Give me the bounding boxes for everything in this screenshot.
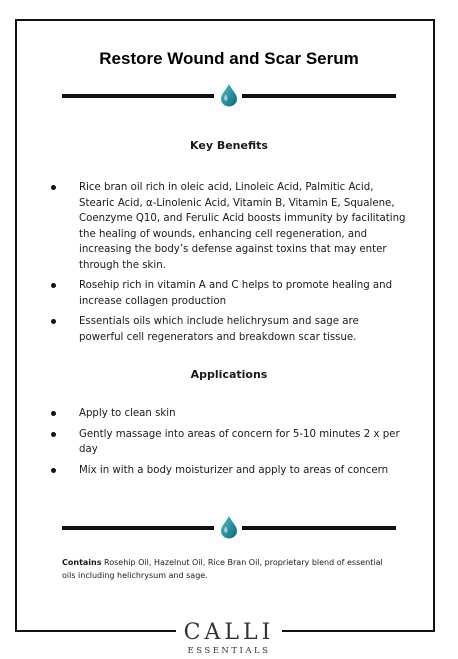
bullet-icon [51, 411, 56, 416]
list-item-text: Gently massage into areas of concern for 5-10 minutes 2 x per day [79, 428, 400, 455]
bullet-icon [51, 319, 56, 324]
applications-heading: Applications [190, 368, 268, 381]
contains-text: Rosehip Oil, Hazelnut Oil, Rice Bran Oil, proprietary blend of essential oils including helichrysum and sage. [62, 558, 383, 580]
top-divider [62, 86, 396, 106]
bottom-divider [62, 518, 396, 538]
list-item [50, 180, 406, 273]
divider-line-left [62, 526, 214, 530]
bullet-icon [51, 468, 56, 473]
list-item [50, 427, 406, 458]
list-item [50, 406, 406, 422]
product-title: Restore Wound and Scar Serum [99, 49, 359, 68]
water-drop-icon [219, 83, 239, 107]
list-item [50, 278, 406, 309]
key-benefits-list [50, 180, 406, 350]
list-item [50, 463, 406, 479]
brand-logo [0, 621, 458, 645]
list-item-text: Rice bran oil rich in oleic acid, Linoleic Acid, Palmitic Acid, Stearic Acid, α-Linolenic Acid, Vitamin B, Vitamin E, Squalene, Coenzyme Q10, and Ferulic Acid boosts immunity by facilitating the healing of wounds, enhancing cell regeneration, and increasing the body’s defense against toxins that may enter through the skin. [79, 182, 406, 271]
contains-label: Contains [62, 558, 102, 567]
divider-line-left [62, 94, 214, 98]
list-item-text: Mix in with a body moisturizer and apply to areas of concern [79, 464, 389, 476]
bullet-icon [51, 185, 56, 190]
water-drop-icon [219, 515, 239, 539]
divider-line-right [242, 94, 396, 98]
brand-subtitle: ESSENTIALS [187, 646, 271, 656]
brand-name: CALLI [176, 621, 283, 645]
contains-note [62, 557, 392, 582]
divider-line-right [242, 526, 396, 530]
bullet-icon [51, 432, 56, 437]
bullet-icon [51, 283, 56, 288]
list-item-text: Apply to clean skin [79, 408, 176, 419]
list-item [50, 314, 406, 345]
list-item-text: Essentials oils which include helichrysum and sage are powerful cell regenerators and breakdown scar tissue. [79, 316, 359, 343]
applications-list [50, 406, 406, 483]
list-item-text: Rosehip rich in vitamin A and C helps to promote healing and increase collagen production [79, 280, 393, 307]
key-benefits-heading: Key Benefits [190, 139, 268, 152]
